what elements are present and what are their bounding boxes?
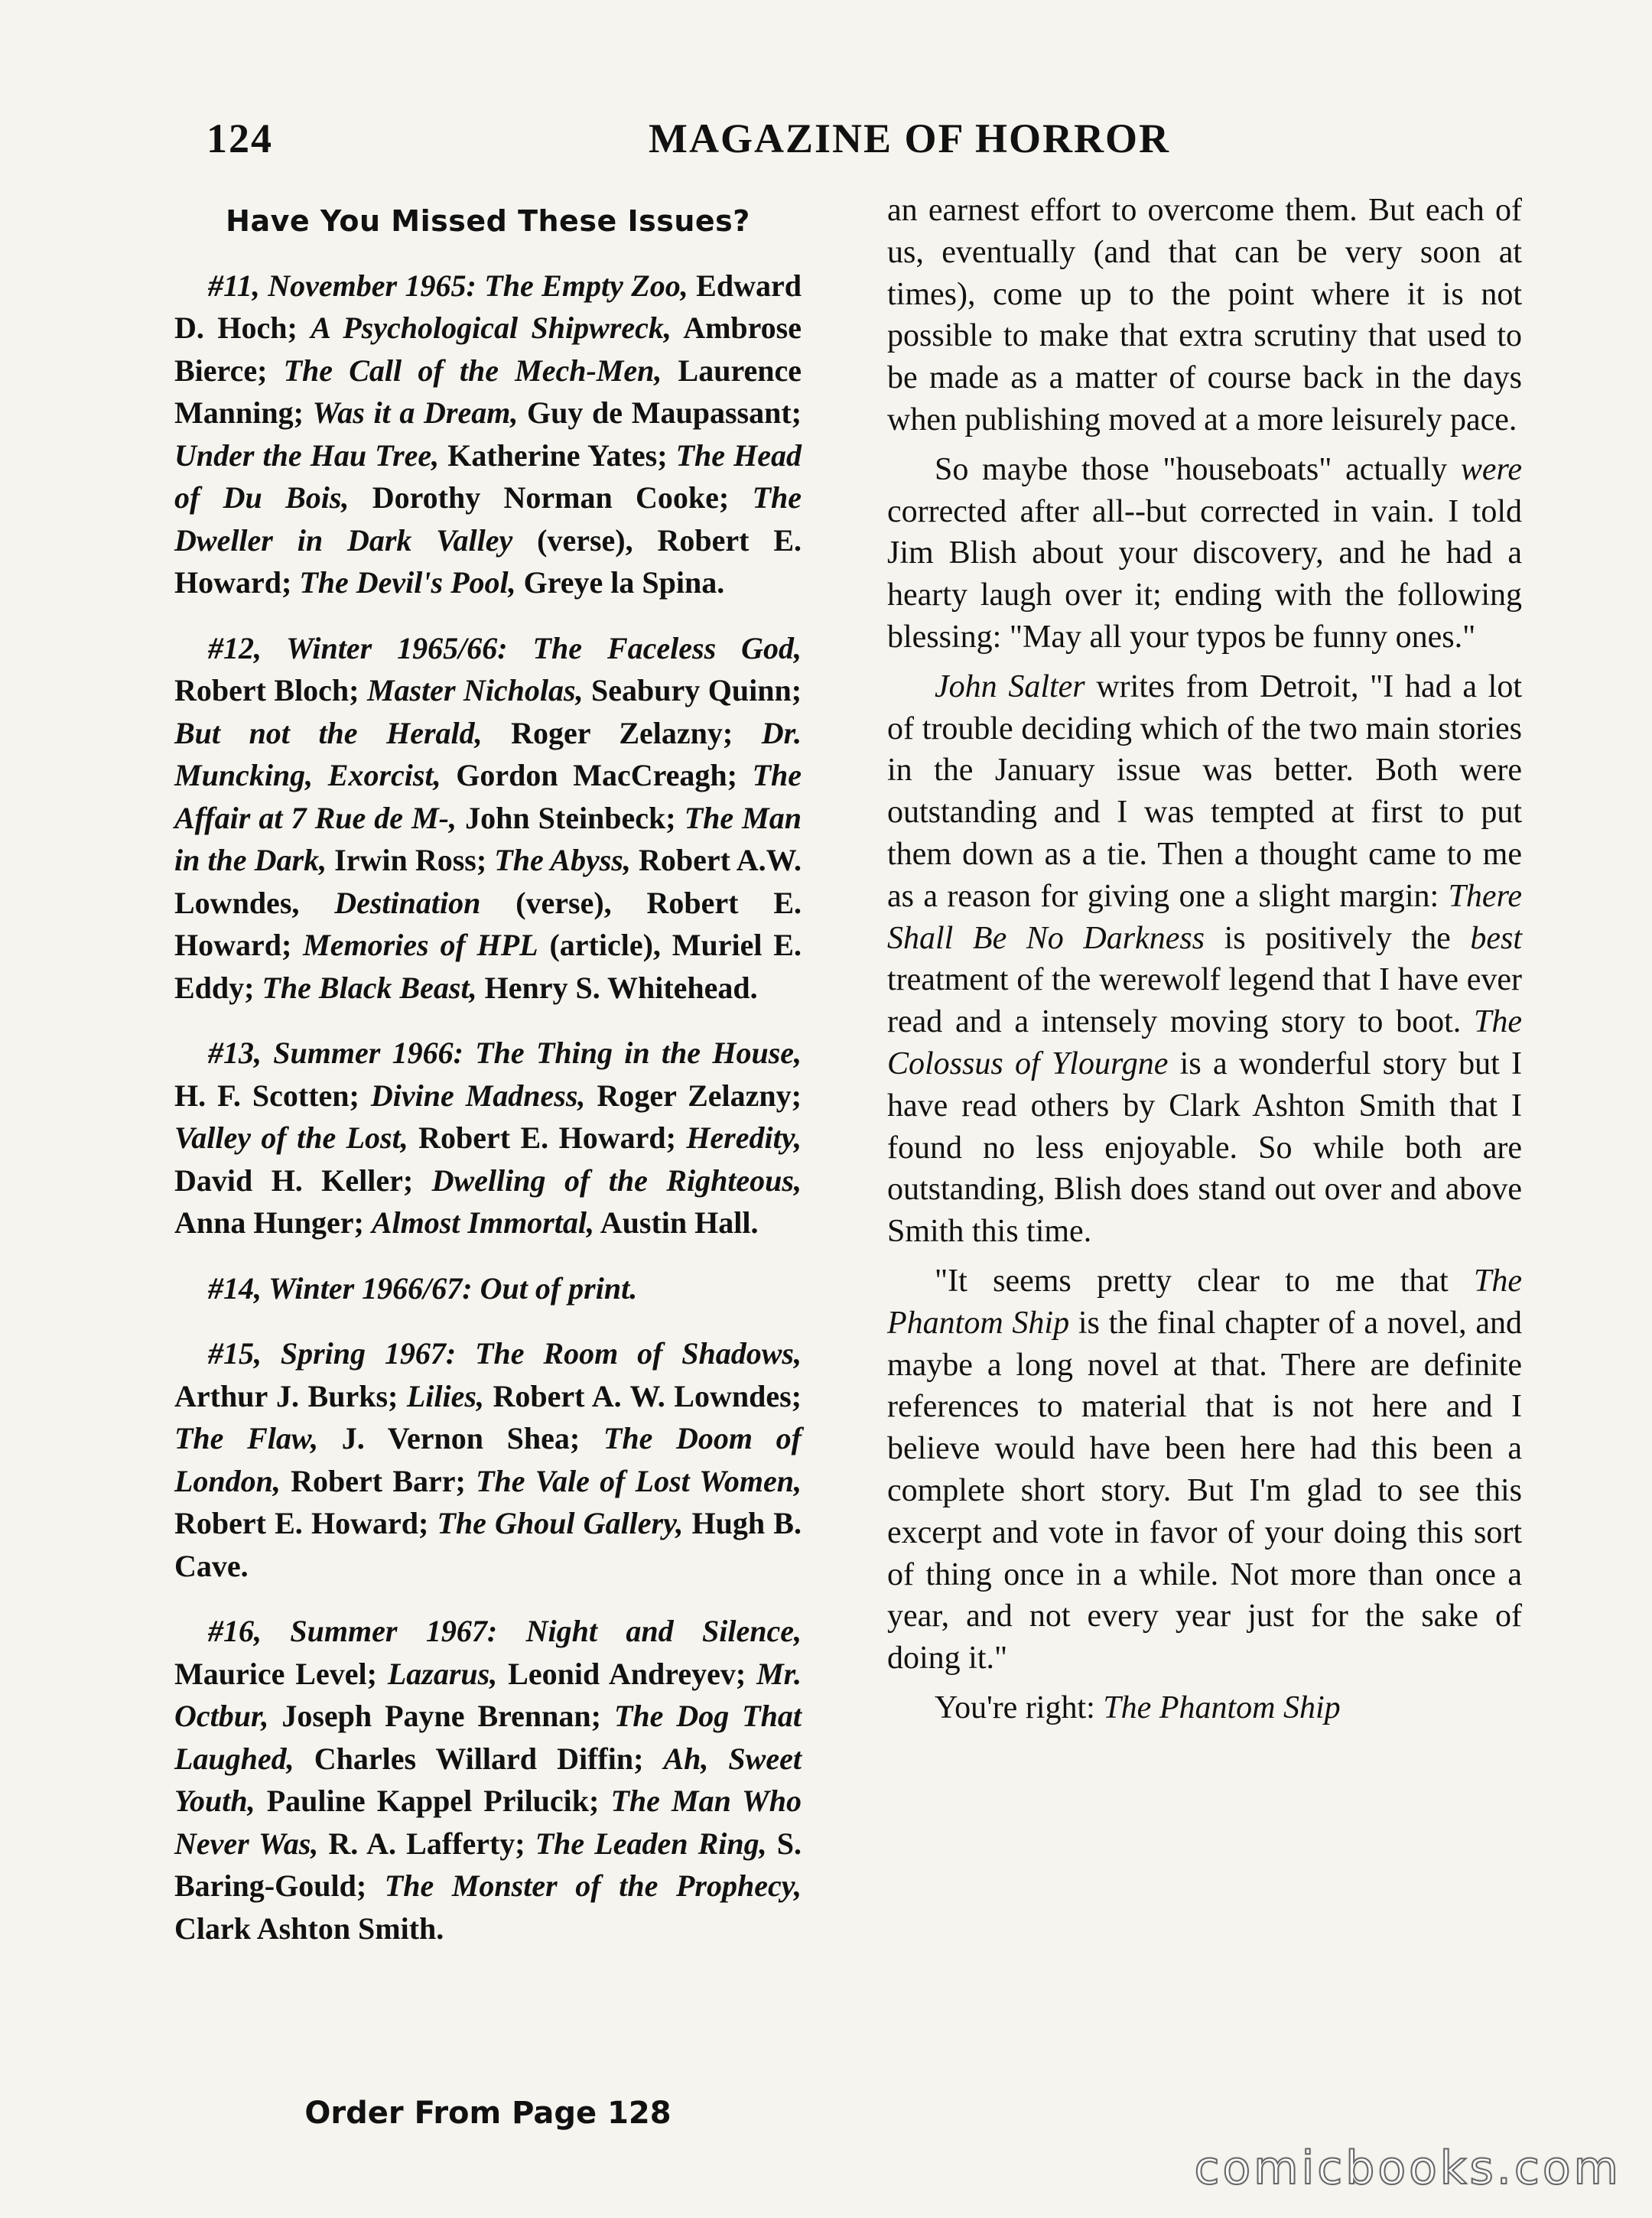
story-author: Ambrose Bierce; [174,311,802,388]
italic-text: best [1470,920,1522,956]
letter-paragraph [887,1260,1522,1680]
story-title: The Ghoul Gallery, [437,1506,684,1540]
story-author: (verse), Robert E. Howard; [174,885,802,962]
order-instruction: Order From Page 128 [304,2096,672,2131]
issue-heading: #11, November 1965: [208,268,476,303]
story-title: The Dog That Laughed, [174,1699,802,1776]
story-author: Arthur J. Burks; [174,1378,407,1413]
story-title: Lazarus, [387,1656,498,1691]
story-title: Dwelling of the Righteous, [431,1163,802,1198]
story-author: Roger Zelazny; [585,1078,802,1113]
letter-paragraph [887,190,1522,441]
story-author: Katherine Yates; [439,437,676,473]
story-title: Ah, Sweet Youth, [174,1741,802,1818]
issue-heading: #14, Winter 1966/67: [208,1270,473,1306]
italic-text: The Phantom Ship [1103,1690,1341,1725]
story-author: J. Vernon Shea; [318,1421,603,1455]
back-issues-heading: Have You Missed These Issues? [226,204,750,238]
issue-heading: #15, Spring 1967: [208,1336,457,1371]
issue-entry [174,1332,802,1587]
story-author: Maurice Level; [174,1656,388,1691]
story-author: Robert A. W. Lowndes; [483,1378,802,1413]
story-author: Greye la Spina. [515,565,725,600]
letter-paragraph [887,1687,1522,1729]
story-author: Hugh B. Cave. [174,1506,802,1583]
story-author: Robert Bloch; [174,673,367,707]
story-author: R. A. Lafferty; [318,1826,535,1861]
issue-entry [174,627,802,1010]
story-author: Robert E. Howard; [174,1506,437,1540]
story-author: Seabury Quinn; [583,673,802,707]
issue-entry [174,265,802,604]
story-title: The Dweller in Dark Valley [174,480,802,558]
body-text: is a wonderful story but I have read others by Clark Ashton Smith that I found no less enjoyable. So while both are outstanding, Blish does stand out over and above Smith this time. [887,1046,1522,1250]
story-title: Dr. Muncking, Exorcist, [174,715,802,792]
story-title: The Leaden Ring, [535,1826,767,1861]
story-title: The Empty Zoo, [484,268,688,303]
story-title: The Black Beast, [262,970,477,1005]
story-author: H. F. Scotten; [174,1078,371,1113]
story-title: Under the Hau Tree, [174,437,440,473]
body-text: "It seems pretty clear to me that [935,1263,1474,1299]
letters-column [887,190,1522,1737]
story-title: The Monster of the Prophecy, [384,1868,802,1903]
issue-heading: #16, Summer 1967: [208,1614,498,1648]
story-author: Dorothy Norman Cooke; [349,480,753,515]
story-author: (verse), Robert E. Howard; [174,522,802,600]
body-text: is the final chapter of a novel, and maybe a long novel at that. There are definite references to material that is not here and I believe would have been here had this been a complete short story. But I'm glad to see this excerpt and vote in favor of your doing this sort of thing once in a while. Not more than once a year, and not every year just for the sake of doing it." [887,1305,1523,1677]
story-title: Memories of HPL [303,928,538,962]
story-title: Divine Madness, [370,1078,586,1113]
story-title: The Head of Du Bois, [174,437,802,515]
italic-text: The Colossus of Ylourgne [887,1004,1522,1081]
story-author: Robert E. Howard; [408,1120,687,1155]
story-author: Pauline Kappel Prilucik; [255,1784,611,1818]
story-author: Guy de Maupassant; [518,395,802,430]
story-title: The Call of the Mech-Men, [283,353,662,388]
letter-paragraph [887,666,1522,1253]
story-author: Laurence Manning; [174,353,802,430]
issue-entry [174,1610,802,1950]
story-author: Roger Zelazny; [482,715,762,750]
story-title: Night and Silence, [525,1614,802,1648]
story-author: Austin Hall. [593,1205,759,1240]
body-text: is positively the [1205,920,1471,956]
story-author: Gordon MacCreagh; [441,758,753,792]
story-author: David H. Keller; [174,1163,432,1198]
story-author: Anna Hunger; [174,1205,372,1240]
body-text: treatment of the werewolf legend that I have ever read and a intensely moving story to boot. [887,962,1522,1040]
story-title: The Doom of London, [174,1421,802,1498]
story-author: Robert A.W. Lowndes, [174,843,802,920]
italic-text: John Salter [935,668,1085,704]
story-author: Robert Barr; [280,1463,476,1498]
story-author: Henry S. Whitehead. [476,970,758,1005]
story-title: But not the Herald, [174,715,483,750]
story-title: The Abyss, [494,843,631,877]
magazine-title: MAGAZINE OF HORROR [649,115,1170,161]
story-title: Valley of the Lost, [174,1120,408,1155]
story-title: The Affair at 7 Rue de M-, [174,758,802,835]
story-author: Irwin Ross; [327,843,495,877]
story-title: The Flaw, [174,1421,319,1455]
issue-entry [174,1032,802,1244]
story-title: The Room of Shadows, [475,1336,802,1371]
story-title: Was it a Dream, [312,395,519,430]
story-author: Clark Ashton Smith. [174,1911,444,1946]
watermark: comicbooks.com [1194,2142,1621,2195]
story-title: The Vale of Lost Women, [476,1463,802,1498]
body-text: corrected after all--but corrected in vain. I told Jim Blish about your discovery, and he had a hearty laugh over it; ending with the following blessing: "May all your typos be funny ones." [887,493,1522,655]
body-text: writes from Detroit, "I had a lot of trouble deciding which of the two main stories in the January issue was better. Both were outstanding and I was tempted at first to put them down as a tie. Then a thought came to me as a reason for giving one a slight margin: [887,668,1522,914]
story-title: Lilies, [406,1378,484,1413]
story-title: Out of print. [480,1270,638,1306]
story-title: A Psychological Shipwreck, [311,311,672,345]
story-author: John Steinbeck; [457,800,685,835]
story-author: S. Baring-Gould; [174,1826,802,1903]
story-title: The Man in the Dark, [174,800,802,877]
story-title: Heredity, [686,1120,802,1155]
story-title: Destination [334,885,481,920]
story-author: Leonid Andreyev; [497,1656,757,1691]
issue-heading: #12, Winter 1965/66: [208,630,508,665]
italic-text: were [1460,451,1522,487]
body-text: You're right: [935,1690,1104,1725]
italic-text: There Shall Be No Darkness [887,878,1522,956]
letter-paragraph [887,449,1522,659]
story-title: The Man Who Never Was, [174,1784,802,1861]
issue-heading: #13, Summer 1966: [208,1036,463,1070]
story-title: The Devil's Pool, [299,565,516,600]
italic-text: The Phantom Ship [887,1263,1522,1341]
story-title: Master Nicholas, [366,673,584,707]
body-text: an earnest effort to overcome them. But each of us, eventually (and that can be very soon at times), come up to the point where it is not possible to make that extra scrutiny that used to be made as a matter of course back in the days when publishing moved at a more leisurely pace. [887,193,1522,437]
story-title: The Faceless God, [532,630,802,665]
story-author: Charles Willard Diffin; [294,1741,664,1776]
story-title: The Thing in the House, [475,1036,802,1070]
issue-list [174,265,802,1950]
body-text: So maybe those "houseboats" actually [935,451,1461,487]
story-author: (article), Muriel E. Eddy; [174,928,802,1005]
page-number: 124 [206,115,273,161]
running-header [206,115,1170,162]
issue-entry [174,1267,802,1310]
back-issues-column [174,200,802,1972]
story-title: Almost Immortal, [371,1205,594,1240]
story-title: Mr. Octbur, [174,1656,802,1733]
story-author: Joseph Payne Brennan; [268,1699,614,1733]
story-author: Edward D. Hoch; [174,268,802,345]
